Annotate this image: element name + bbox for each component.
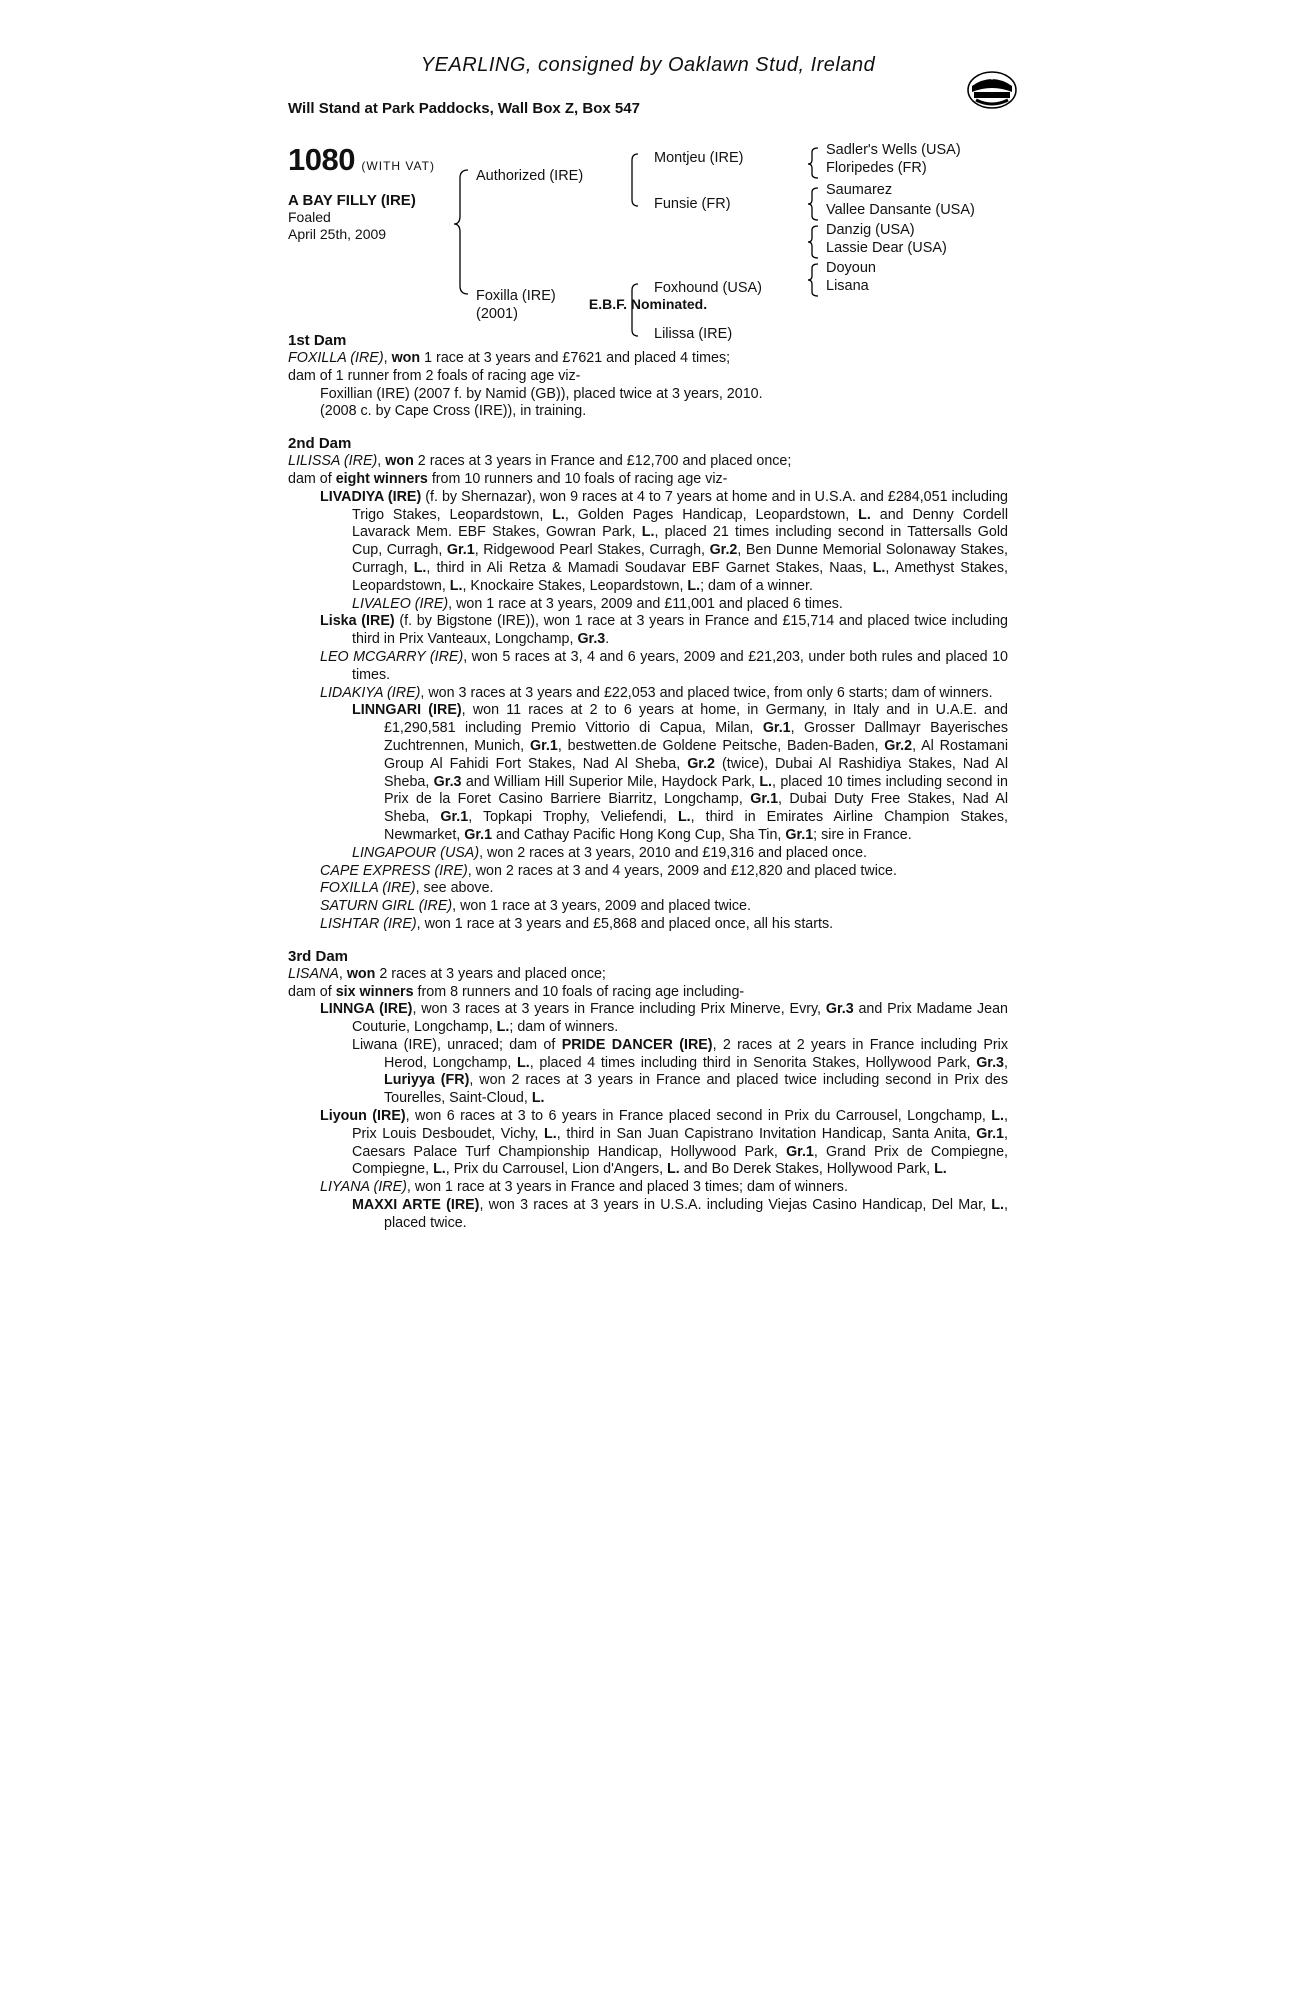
pedigree-sss: Sadler's Wells (USA)	[826, 142, 961, 158]
ebf-nominated: E.B.F. Nominated.	[588, 296, 708, 312]
page-title: YEARLING, consigned by Oaklawn Stud, Ireland	[420, 54, 876, 76]
stud-logo-icon	[966, 70, 1018, 110]
produce-saturn-girl: SATURN GIRL (IRE), won 1 race at 3 years, 2009 and placed twice.	[320, 898, 751, 915]
produce-2008-colt: (2008 c. by Cape Cross (IRE)), in training.	[320, 403, 587, 420]
produce-lishtar: LISHTAR (IRE), won 1 race at 3 years and £5,868 and placed once, all his starts.	[320, 915, 834, 932]
produce-liyana: LIYANA (IRE), won 1 race at 3 years in France and placed 3 times; dam of winners.	[320, 1179, 848, 1196]
produce-liska: Liska (IRE) (f. by Bigstone (IRE)), won 1 race at 3 years in France and £15,714 and placed twice including third in Prix Vanteaux, Longchamp, Gr.3.	[320, 613, 1008, 648]
pedigree-dam-year: (2001)	[476, 306, 518, 322]
pedigree-dam-dam: Lilissa (IRE)	[654, 326, 733, 342]
produce-foxilla: FOXILLA (IRE), see above.	[320, 880, 494, 897]
produce-cape-express: CAPE EXPRESS (IRE), won 2 races at 3 and 4 years, 2009 and £12,820 and placed twice.	[320, 862, 897, 879]
first-dam-produce-intro: dam of 1 runner from 2 foals of racing age viz-	[288, 367, 581, 384]
pedigree-sdd: Vallee Dansante (USA)	[826, 202, 975, 218]
horse-name: A BAY FILLY (IRE)	[288, 192, 416, 209]
pedigree-table	[288, 142, 1008, 342]
vat-note: (WITH VAT)	[361, 159, 435, 173]
produce-livadiya: LIVADIYA (IRE) (f. by Shernazar), won 9 races at 4 to 7 years at home and in U.S.A. and £284,051 including Trigo Stakes, Leopardstown, L., Golden Pages Handicap, Leopardstown, L. and Denny Cordell Lavarack Mem. EBF Stakes, Gowran Park, L., placed 21 times including second in Tattersalls Gold Cup, Curragh, Gr.1, Ridgewood Pearl Stakes, Curragh, Gr.2, Ben Dunne Memorial Solonaway Stakes, Curragh, L., third in Ali Retza & Mamadi Soudavar EBF Garnet Stakes, Naas, L., Amethyst Stakes, Leopardstown, L., Knockaire Stakes, Leopardstown, L.; dam of a winner.	[320, 488, 1009, 594]
third-dam-produce-intro: dam of six winners from 8 runners and 10 foals of racing age including-	[288, 983, 745, 1000]
produce-linngari: LINNGARI (IRE), won 11 races at 2 to 6 years at home, in Germany, in Italy and in U.A.E. and £1,290,581 including Premio Vittorio di Capua, Milan, Gr.1, Grosser Dallmayr Bayerisches Zuchtrennen, Munich, Gr.1, bestwetten.de Goldene Peitsche, Baden-Baden, Gr.2, Al Rostamani Group Al Fahidi Fort Stakes, Nad Al Sheba, Gr.2 (twice), Dubai Al Rashidiya Stakes, Nad Al Sheba, Gr.3 and William Hill Superior Mile, Haydock Park, L., placed 10 times including second in Prix de la Foret Casino Barriere Biarritz, Longchamp, Gr.1, Dubai Duty Free Stakes, Nad Al Sheba, Gr.1, Topkapi Trophy, Veliefendi, L., third in Emirates Airline Champion Stakes, Newmarket, Gr.1 and Cathay Pacific Hong Kong Cup, Sha Tin, Gr.1; sire in France.	[352, 702, 1008, 843]
pedigree-ddd: Lisana	[826, 278, 869, 294]
foaled-date: April 25th, 2009	[288, 226, 387, 242]
pedigree-sire: Authorized (IRE)	[476, 168, 584, 184]
second-dam-produce-intro: dam of eight winners from 10 runners and 10 foals of racing age viz-	[288, 470, 728, 487]
pedigree-sire-dam: Funsie (FR)	[654, 196, 731, 212]
third-dam-entry: LISANA, won 2 races at 3 years and placed once;	[288, 965, 606, 982]
produce-maxxi-arte: MAXXI ARTE (IRE), won 3 races at 3 years in U.S.A. including Viejas Casino Handicap, Del Mar, L., placed twice.	[352, 1197, 1008, 1231]
produce-liyoun: Liyoun (IRE), won 6 races at 3 to 6 years in France placed second in Prix du Carrousel, Longchamp, L., Prix Louis Desboudet, Vichy, L., third in San Juan Capistrano Invitation Handicap, Santa Anita, Gr.1, Caesars Palace Turf Championship Handicap, Hollywood Park, Gr.1, Grand Prix de Compiegne, Compiegne, L., Prix du Carrousel, Lion d'Angers, L. and Bo Derek Stakes, Hollywood Park, L.	[320, 1108, 1008, 1178]
produce-leo-mcgarry: LEO MCGARRY (IRE), won 5 races at 3, 4 and 6 years, 2009 and £21,203, under both rules and placed 10 times.	[320, 648, 1008, 683]
third-dam-heading: 3rd Dam	[288, 947, 349, 965]
produce-foxillian: Foxillian (IRE) (2007 f. by Namid (GB)), placed twice at 3 years, 2010.	[320, 385, 763, 402]
foaled-label: Foaled	[288, 209, 331, 225]
stable-location: Will Stand at Park Paddocks, Wall Box Z, Box 547	[288, 100, 640, 117]
second-dam-entry: LILISSA (IRE), won 2 races at 3 years in France and £12,700 and placed once;	[288, 453, 792, 470]
produce-lingapour: LINGAPOUR (USA), won 2 races at 3 years, 2010 and £19,316 and placed once.	[352, 844, 867, 861]
lot-number: 1080	[288, 142, 355, 177]
pedigree-dds: Doyoun	[826, 260, 876, 276]
pedigree-dam: Foxilla (IRE)	[476, 288, 556, 304]
pedigree-sire-sire: Montjeu (IRE)	[654, 150, 744, 166]
pedigree-dam-sire: Foxhound (USA)	[654, 280, 762, 296]
first-dam-entry: FOXILLA (IRE), won 1 race at 3 years and £7621 and placed 4 times;	[288, 350, 731, 366]
second-dam-heading: 2nd Dam	[288, 435, 352, 453]
produce-liwana: Liwana (IRE), unraced; dam of PRIDE DANCER (IRE), 2 races at 2 years in France including Prix Herod, Longchamp, L., placed 4 times including third in Senorita Stakes, Hollywood Park, Gr.3, Luriyya (FR), won 2 races at 3 years in France and placed twice including second in Prix des Tourelles, Saint-Cloud, L.	[352, 1036, 1008, 1107]
produce-record	[288, 332, 1008, 1233]
pedigree-ssd: Floripedes (FR)	[826, 160, 927, 176]
pedigree-dsd: Lassie Dear (USA)	[826, 240, 947, 256]
pedigree-sds: Saumarez	[826, 182, 893, 198]
produce-linnga: LINNGA (IRE), won 3 races at 3 years in France including Prix Minerve, Evry, Gr.3 and Prix Madame Jean Couturie, Longchamp, L.; dam of winners.	[320, 1001, 1008, 1036]
first-dam-heading: 1st Dam	[288, 332, 347, 349]
produce-livaleo: LIVALEO (IRE), won 1 race at 3 years, 2009 and £11,001 and placed 6 times.	[352, 595, 843, 612]
produce-lidakiya: LIDAKIYA (IRE), won 3 races at 3 years and £22,053 and placed twice, from only 6 starts; dam of winners.	[320, 684, 993, 701]
pedigree-dss: Danzig (USA)	[826, 222, 915, 238]
